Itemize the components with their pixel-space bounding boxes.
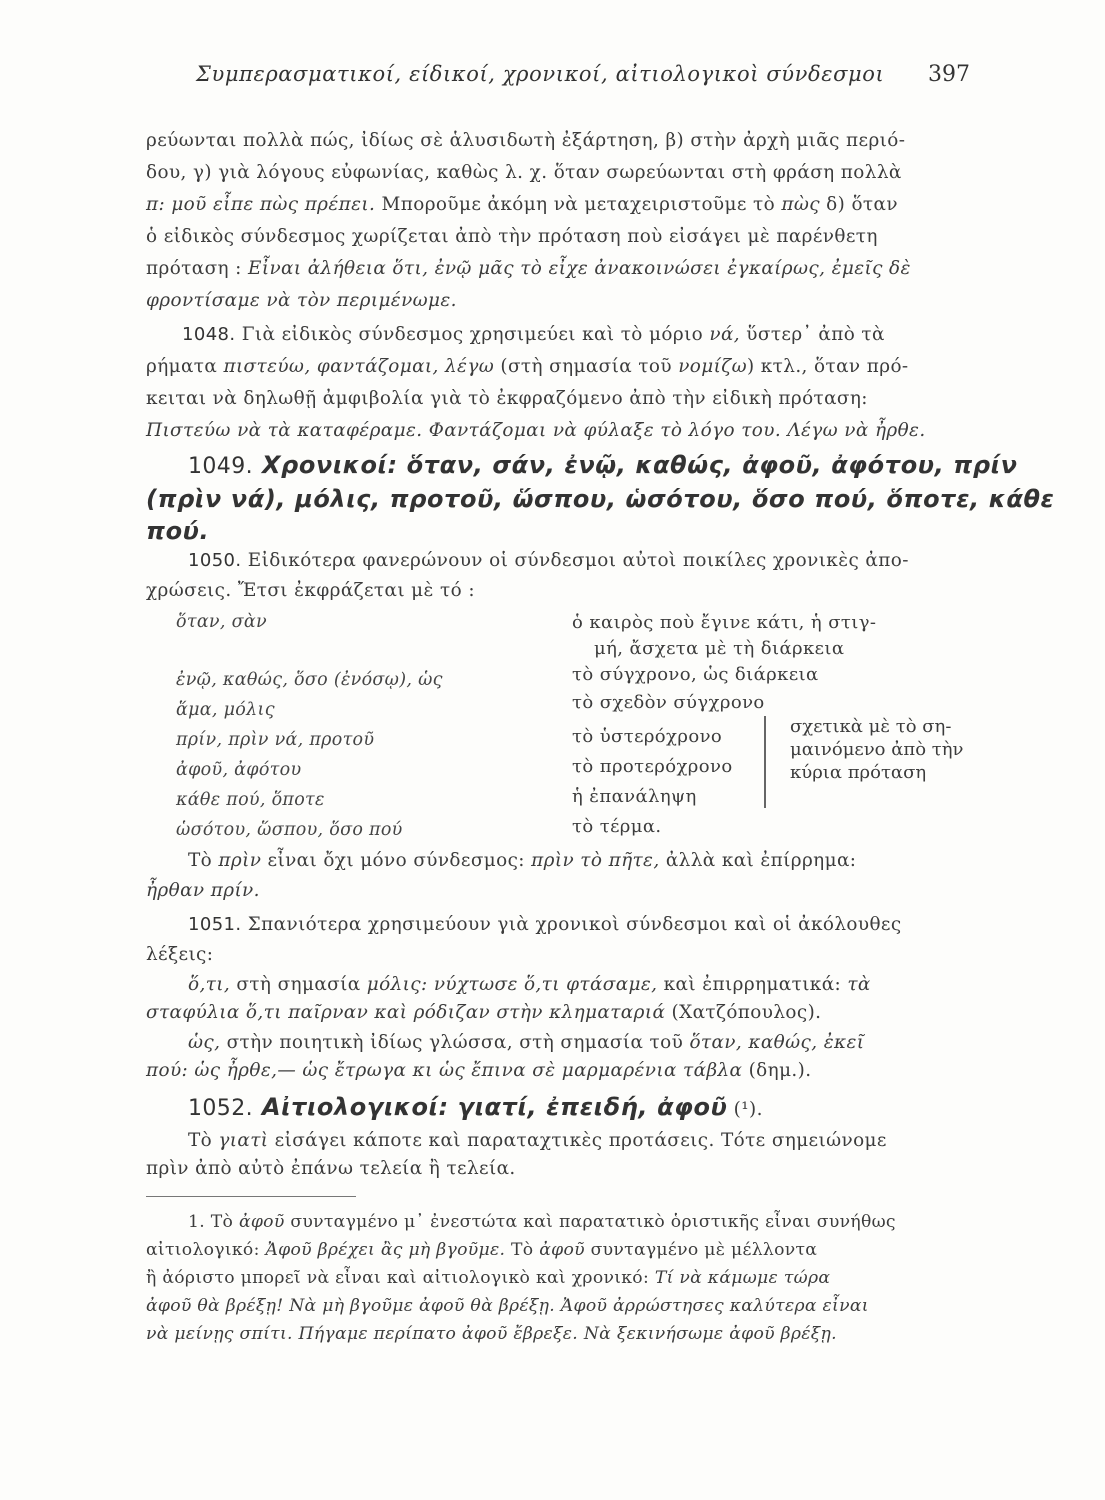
example-text: νομίζω: [678, 356, 747, 377]
text-line: [188, 974, 978, 996]
section-number: 1050.: [188, 550, 242, 571]
text-span: Τὸ: [188, 850, 219, 871]
table-right-cell: ἡ ἐπανάληψη: [572, 786, 697, 807]
text-line: κειται νὰ δηλωθῇ ἀμφιβολία γιὰ τὸ ἐκφραζόμενο ἀπὸ τὴν εἰδικὴ πρόταση:: [146, 388, 868, 409]
table-right-cell: ὁ καιρὸς ποὺ ἔγινε κάτι, ἡ στιγ-: [572, 612, 877, 633]
paragraph-1050: [188, 550, 978, 572]
table-right-cell: τὸ σχεδὸν σύγχρονο: [572, 692, 765, 713]
text-line: [146, 356, 976, 378]
text-span: ἀλλὰ καὶ ἐπίρρημα:: [659, 850, 857, 871]
text-span: ) κτλ., ὅταν πρό-: [746, 356, 909, 377]
example-text: νά,: [709, 324, 741, 345]
section-number: 1049.: [188, 454, 253, 479]
example-text: ἀφοῦ: [238, 1212, 285, 1232]
heading-1052: [188, 1093, 978, 1121]
text-span: Τὸ: [188, 1130, 219, 1151]
example-text: ἀφοῦ: [539, 1240, 585, 1260]
heading-text: Αἰτιολογικοί: γιατί, ἐπειδή, ἀφοῦ: [252, 1093, 728, 1121]
example-text: ὅ,τι,: [188, 974, 231, 995]
text-line: λέξεις:: [146, 944, 214, 965]
text-span: Γιὰ εἰδικὸς σύνδεσμος χρησιμεύει καὶ τὸ μόριο: [235, 324, 710, 345]
example-text: ὅταν, καθώς, ἐκεῖ: [689, 1032, 865, 1053]
table-left-cell: ὅταν, σὰν: [176, 612, 267, 632]
example-text: μόλις: νύχτωσε ὅ,τι φτάσαμε,: [366, 974, 658, 995]
text-line: δου, γ) γιὰ λόγους εὐφωνίας, καθὼς λ. χ. ὅταν σωρεύωνται στὴ φράση πολλὰ: [146, 162, 902, 183]
example-text: τὰ: [847, 974, 871, 995]
example-text: Ἀφοῦ βρέχει ἂς μὴ βγοῦμε.: [265, 1240, 506, 1260]
bracket-note: σχετικὰ μὲ τὸ ση-: [790, 716, 952, 737]
example-text: φροντίσαμε νὰ τὸν περιμένωμε.: [146, 290, 457, 311]
heading-text: Χρονικοί: ὅταν, σάν, ἐνῷ, καθώς, ἀφοῦ, ἀφότου, πρίν: [252, 451, 1018, 479]
text-span: Μποροῦμε ἀκόμη νὰ μεταχειριστοῦμε τὸ: [375, 194, 782, 215]
table-left-cell: ἐνῷ, καθώς, ὅσο (ἐνόσῳ), ὡς: [176, 670, 443, 690]
text-line: [146, 194, 976, 216]
example-text: Εἶναι ἀλήθεια ὅτι, ἐνῷ μᾶς τὸ εἶχε ἀνακοινώσει ἐγκαίρως, ἐμεῖς δὲ: [248, 258, 911, 279]
text-span: ἢ ἀόριστο μπορεῖ νὰ εἶναι καὶ αἰτιολογικὸ καὶ χρονικό:: [146, 1268, 655, 1288]
section-number: 1051.: [188, 914, 242, 935]
heading-text: πού.: [146, 517, 210, 545]
text-span: πρόταση :: [146, 258, 249, 279]
table-left-cell: κάθε πού, ὅποτε: [176, 790, 325, 810]
table-right-cell: τὸ ὑστερόχρονο: [572, 726, 723, 747]
table-left-cell: ἀφοῦ, ἀφότου: [176, 760, 302, 780]
text-span: συνταγμένο μ᾽ ἐνεστώτα καὶ παρατατικὸ ὁριστικῆς εἶναι συνήθως: [284, 1212, 896, 1232]
text-span: (στὴ σημασία τοῦ: [494, 356, 679, 377]
table-right-cell: τὸ τέρμα.: [572, 816, 662, 837]
bracket-line: [764, 716, 766, 808]
bracket-note: κύρια πρόταση: [790, 762, 927, 783]
running-header: Συμπερασματικοί, είδικοί, χρονικοί, αἰτιολογικοὶ σύνδεσμοι: [196, 62, 885, 86]
footnote-line: [146, 1268, 976, 1289]
text-span: Εἰδικότερα φανερώνουν οἱ σύνδεσμοι αὐτοὶ ποικίλες χρονικὲς ἀπο-: [241, 550, 909, 571]
table-right-cell: τὸ προτερόχρονο: [572, 756, 733, 777]
footnote-line: [146, 1240, 976, 1261]
text-line: [146, 1060, 976, 1082]
text-span: στὴ σημασία: [230, 974, 367, 995]
example-text: πὼς: [781, 194, 820, 215]
example-text: γιατὶ: [218, 1130, 269, 1151]
table-left-cell: πρίν, πρὶν νά, προτοῦ: [176, 730, 375, 750]
text-span: ρήματα: [146, 356, 224, 377]
text-span: εἶναι ὄχι μόνο σύνδεσμος:: [261, 850, 532, 871]
footnote-line: ἀφοῦ θὰ βρέξῃ! Νὰ μὴ βγοῦμε ἀφοῦ θὰ βρέξῃ. Ἀφοῦ ἀρρώστησες καλύτερα εἶναι: [146, 1296, 869, 1316]
example-text: π: μοῦ εἶπε πὼς πρέπει.: [146, 194, 376, 215]
text-span: (δημ.).: [742, 1060, 812, 1081]
text-span: συνταγμένο μὲ μέλλοντα: [584, 1240, 818, 1260]
footnote-line: [188, 1212, 978, 1233]
example-text: Τί νὰ κάμωμε τώρα: [654, 1268, 831, 1288]
heading-text: (πρὶν νά), μόλις, προτοῦ, ὥσπου, ὡσότου, ὅσο πού, ὅποτε, κάθε: [146, 485, 1055, 513]
text-span: ὕστερ᾽ ἀπὸ τὰ: [740, 324, 885, 345]
section-number: 1052.: [188, 1096, 253, 1121]
text-span: καὶ ἐπιρρηματικά:: [657, 974, 848, 995]
example-text: πρὶν τὸ πῆτε,: [531, 850, 660, 871]
footnote-rule: [146, 1196, 356, 1197]
text-line: [188, 1032, 978, 1054]
text-span: αἰτιολογικό:: [146, 1240, 266, 1260]
example-text: ἦρθαν πρίν.: [146, 880, 260, 901]
example-text: πιστεύω, φαντάζομαι, λέγω: [223, 356, 495, 377]
example-text: ὡς,: [188, 1032, 221, 1053]
table-right-cell: μή, ἄσχετα μὲ τὴ διάρκεια: [594, 638, 845, 659]
paragraph-1051: [188, 914, 978, 936]
heading-1049: [188, 451, 1018, 479]
text-line: [188, 1130, 978, 1152]
footnote-line: νὰ μείνῃς σπίτι. Πήγαμε περίπατο ἀφοῦ ἔβρεξε. Νὰ ξεκινήσωμε ἀφοῦ βρέξῃ.: [146, 1324, 837, 1344]
example-text: σταφύλια ὅ,τι παῖρναν καὶ ρόδιζαν στὴν κληματαριά: [146, 1002, 666, 1023]
text-span: 1. Τὸ: [188, 1212, 239, 1232]
example-text: πρὶν: [218, 850, 262, 871]
text-line: πρὶν ἀπὸ αὐτὸ ἐπάνω τελεία ἢ τελεία.: [146, 1158, 516, 1179]
text-line: ὁ εἰδικὸς σύνδεσμος χωρίζεται ἀπὸ τὴν πρόταση ποὺ εἰσάγει μὲ παρένθετη: [146, 226, 878, 247]
text-line: [146, 258, 976, 280]
example-text: Πιστεύω νὰ τὰ καταφέραμε. Φαντάζομαι νὰ φύλαξε τὸ λόγο του. Λέγω νὰ ἦρθε.: [146, 420, 926, 441]
section-number: 1048.: [182, 324, 236, 345]
text-span: εἰσάγει κάποτε καὶ παραταχτικὲς προτάσεις. Τότε σημειώνομε: [268, 1130, 887, 1151]
bracket-note: μαινόμενο ἀπὸ τὴν: [790, 739, 964, 760]
table-left-cell: ἅμα, μόλις: [176, 700, 275, 720]
page-number: 397: [928, 62, 970, 87]
table-left-cell: ὡσότου, ὥσπου, ὅσο πού: [176, 820, 403, 840]
text-line: [146, 1002, 976, 1024]
text-span: στὴν ποιητικὴ ἰδίως γλώσσα, στὴ σημασία τοῦ: [220, 1032, 690, 1053]
text-span: δ) ὅταν: [819, 194, 898, 215]
text-span: Σπανιότερα χρησιμεύουν γιὰ χρονικοὶ σύνδεσμοι καὶ οἱ ἀκόλουθες: [241, 914, 902, 935]
footnote-ref: (¹).: [727, 1099, 763, 1120]
paragraph-1048: [182, 324, 976, 346]
text-span: (Χατζόπουλος).: [665, 1002, 822, 1023]
example-text: πού: ὡς ἦρθε,— ὡς ἔτρωγα κι ὡς ἔπινα σὲ μαρμαρένια τάβλα: [146, 1060, 743, 1081]
text-line: [188, 850, 978, 872]
table-right-cell: τὸ σύγχρονο, ὡς διάρκεια: [572, 664, 819, 685]
text-span: Τὸ: [505, 1240, 540, 1260]
text-line: ρεύωνται πολλὰ πώς, ἰδίως σὲ ἁλυσιδωτὴ ἐξάρτηση, β) στὴν ἀρχὴ μιᾶς περιό-: [146, 130, 906, 151]
text-line: χρώσεις. Ἔτσι ἐκφράζεται μὲ τό :: [146, 580, 475, 601]
